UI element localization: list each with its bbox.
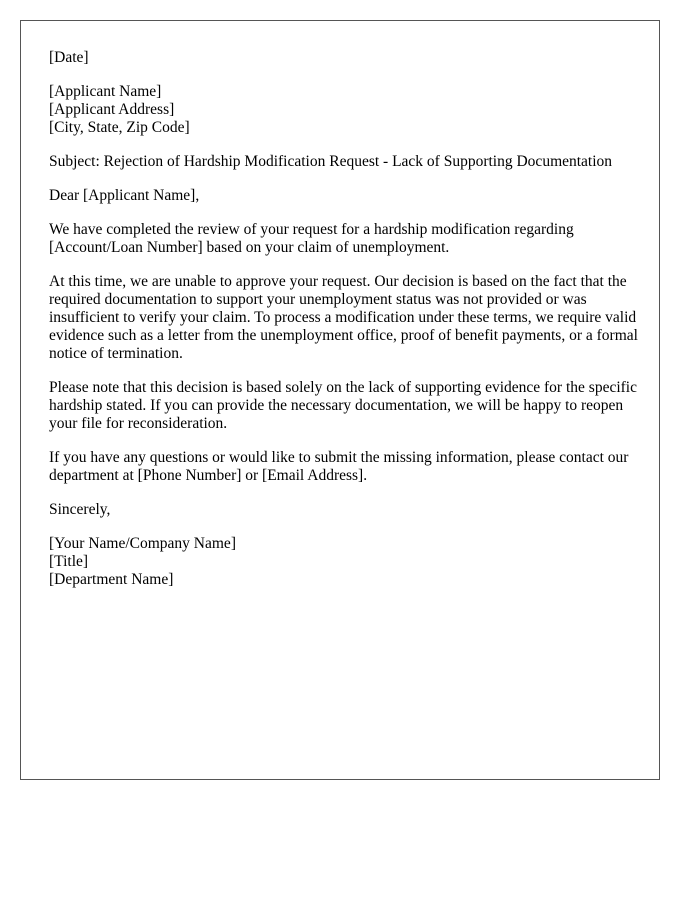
- signature-title: [Title]: [49, 553, 89, 570]
- paragraph-review: We have completed the review of your request for a hardship modification regarding [Account/Loan Number] based on your claim of unemployment.: [49, 221, 574, 256]
- signature-block: [49, 535, 639, 589]
- letter-subject: Subject: Rejection of Hardship Modification Request - Lack of Supporting Documentation: [49, 153, 613, 170]
- salutation-block: [49, 187, 639, 205]
- signature-department: [Department Name]: [49, 571, 174, 588]
- recipient-city-state-zip: [City, State, Zip Code]: [49, 119, 190, 136]
- paragraph-contact: If you have any questions or would like to submit the missing information, please contact our department at [Phone Number] or [Email Address].: [49, 449, 629, 484]
- letter-page: [20, 20, 660, 780]
- paragraph-note: Please note that this decision is based solely on the lack of supporting evidence for the specific hardship stated. If you can provide the necessary documentation, we will be happy to reopen your file for reconsideration.: [49, 379, 637, 432]
- subject-block: [49, 153, 639, 171]
- paragraph-decision: At this time, we are unable to approve your request. Our decision is based on the fact that the required documentation to support your unemployment status was not provided or was insufficient to verify your claim. To process a modification under these terms, we require valid evidence such as a letter from the unemployment office, proof of benefit payments, or a formal notice of termination.: [49, 273, 638, 362]
- closing-block: [49, 501, 639, 519]
- signature-name: [Your Name/Company Name]: [49, 535, 236, 552]
- letter-body: [49, 49, 639, 605]
- letter-date: [Date]: [49, 49, 89, 66]
- recipient-address: [Applicant Address]: [49, 101, 175, 118]
- recipient-block: [49, 83, 639, 137]
- letter-salutation: Dear [Applicant Name],: [49, 187, 200, 204]
- recipient-name: [Applicant Name]: [49, 83, 162, 100]
- date-block: [49, 49, 639, 67]
- letter-closing: Sincerely,: [49, 501, 111, 518]
